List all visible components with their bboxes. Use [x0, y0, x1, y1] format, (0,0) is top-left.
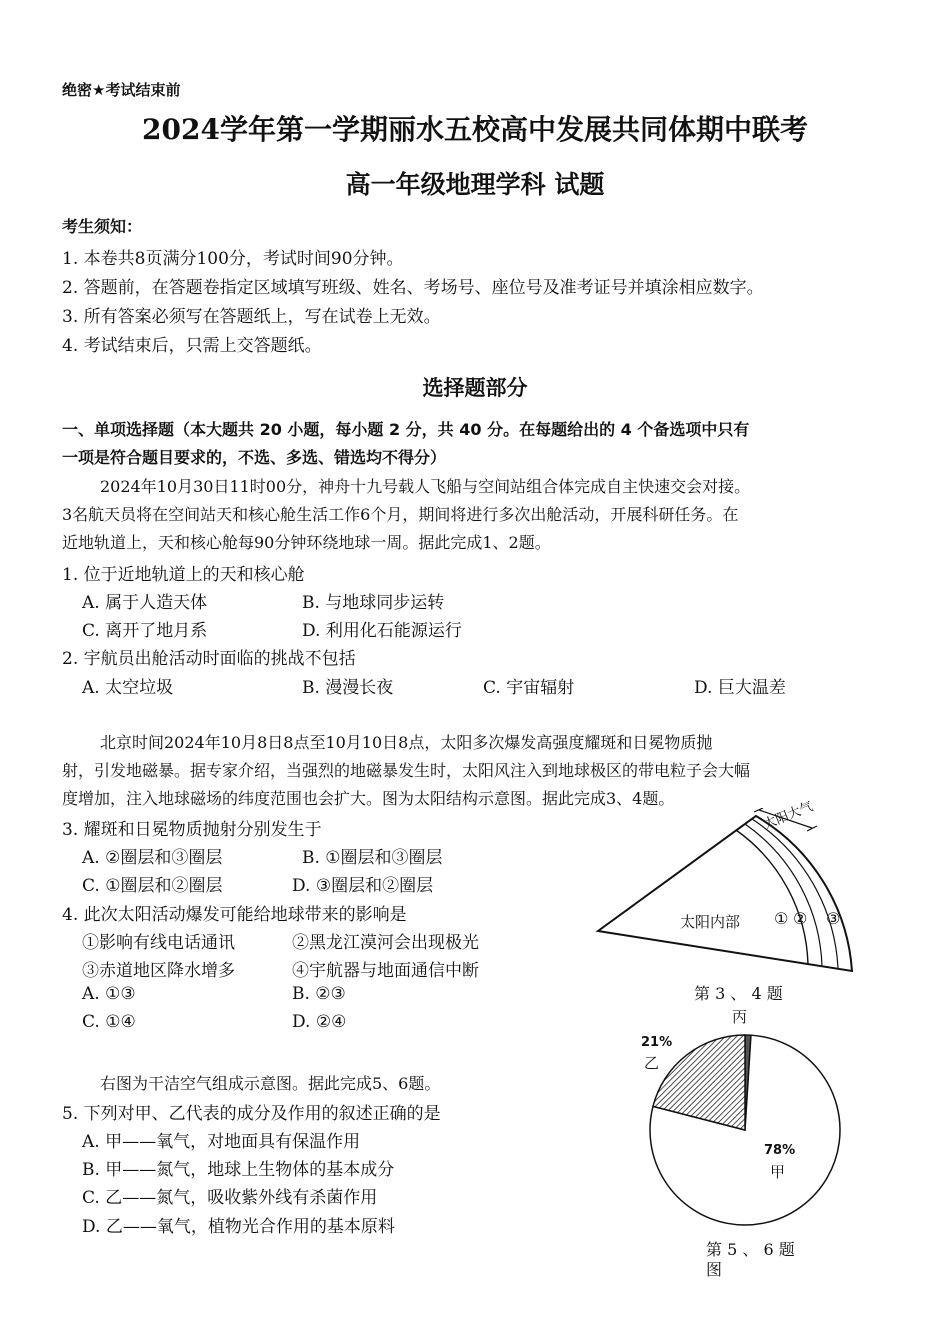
q4-option-a: A. ①③: [82, 984, 136, 1004]
instruction-item: 2. 答题前，在答题卷指定区域填写班级、姓名、考场号、座位号及准考证号并填涂相应数字。: [62, 278, 764, 298]
q2-option-b: B. 漫漫长夜: [302, 678, 394, 698]
q4-item: ①影响有线电话通讯: [82, 933, 235, 953]
q2-stem: 2. 宇航员出舱活动时面临的挑战不包括: [62, 649, 356, 669]
q3-option-a: A. ②圈层和③圈层: [82, 848, 223, 868]
pie-label-jia: 甲: [770, 1163, 786, 1181]
q4-option-b: B. ②③: [292, 984, 346, 1004]
exam-title: 2024学年第一学期丽水五校高中发展共同体期中联考: [142, 113, 808, 146]
layer-boundary-3: [752, 819, 841, 968]
q1-stem: 1. 位于近地轨道上的天和核心舱: [62, 565, 305, 585]
q1-option-a: A. 属于人造天体: [82, 593, 208, 613]
q3-option-d: D. ③圈层和②圈层: [292, 876, 434, 896]
q5-stem: 5. 下列对甲、乙代表的成分及作用的叙述正确的是: [62, 1104, 441, 1124]
part-heading-line1: 一、单项选择题（本大题共 20 小题，每小题 2 分，共 40 分。在每题给出的 4 个备选项中只有: [62, 420, 750, 439]
pie-caption-line2: 图: [706, 1260, 723, 1279]
passage2-line: 度增加，注入地球磁场的纬度范围也会扩大。图为太阳结构示意图。据此完成3、4题。: [62, 789, 675, 808]
instruction-item: 4. 考试结束后，只需上交答题纸。: [62, 336, 322, 356]
q1-option-b: B. 与地球同步运转: [302, 593, 445, 613]
sun-sector-outline: [598, 816, 852, 971]
passage2-line: 射，引发地磁暴。据专家介绍，当强烈的地磁暴发生时，太阳风注入到地球极区的带电粒子会大幅: [62, 761, 751, 780]
q5-option-a: A. 甲——氧气，对地面具有保温作用: [82, 1132, 361, 1152]
passage1-line: 3名航天员将在空间站天和核心舱生活工作6个月，期间将进行多次出舱活动，开展科研任务。在: [62, 505, 739, 524]
q3-stem: 3. 耀斑和日冕物质抛射分别发生于: [62, 820, 322, 840]
instructions-heading: 考生须知：: [62, 217, 143, 236]
q4-item: ②黑龙江漠河会出现极光: [292, 933, 479, 953]
sun-figure-caption: 第 3 、 4 题: [694, 984, 783, 1003]
q1-option-c: C. 离开了地月系: [82, 621, 208, 641]
q4-item: ④宇航器与地面通信中断: [292, 961, 479, 981]
sun-structure-diagram: [588, 808, 870, 976]
layer-label-3: ③: [826, 909, 841, 928]
pie-label-jia-percent: 78%: [764, 1143, 796, 1158]
pie-label-bing: 丙: [732, 1008, 748, 1026]
q3-option-c: C. ①圈层和②圈层: [82, 876, 223, 896]
sun-interior-label: 太阳内部: [680, 913, 741, 931]
instruction-item: 1. 本卷共8页满分100分，考试时间90分钟。: [62, 249, 404, 269]
instruction-item: 3. 所有答案必须写在答题纸上，写在试卷上无效。: [62, 307, 441, 327]
layer-label-2: ②: [793, 909, 808, 928]
q3-option-b: B. ①圈层和③圈层: [302, 848, 443, 868]
exam-subtitle: 高一年级地理学科 试题: [345, 170, 605, 199]
q4-option-d: D. ②④: [292, 1012, 347, 1032]
q1-option-d: D. 利用化石能源运行: [302, 621, 462, 641]
part-heading-line2: 一项是符合题目要求的，不选、多选、错选均不得分）: [62, 448, 447, 467]
pie-label-yi: 乙: [644, 1054, 660, 1072]
passage2-line: 北京时间2024年10月8日8点至10月10日8点，太阳多次爆发高强度耀斑和日冕物质抛: [100, 733, 713, 752]
layer-label-1: ①: [774, 909, 789, 928]
pie-caption-line1: 第 5 、 6 题: [706, 1240, 795, 1259]
q4-option-c: C. ①④: [82, 1012, 136, 1032]
q4-stem: 4. 此次太阳活动爆发可能给地球带来的影响是: [62, 905, 407, 925]
passage1-line: 近地轨道上，天和核心舱每90分钟环绕地球一周。据此完成1、2题。: [62, 533, 551, 552]
passage3-text: 右图为干洁空气组成示意图。据此完成5、6题。: [100, 1074, 441, 1093]
confidential-label: 绝密★考试结束前: [62, 81, 181, 99]
q2-option-a: A. 太空垃圾: [82, 678, 174, 698]
air-composition-pie: [640, 1025, 850, 1235]
layer-boundary-1: [736, 830, 808, 964]
q5-option-c: C. 乙——氮气，吸收紫外线有杀菌作用: [82, 1188, 378, 1208]
sun-atmosphere-label: 太阳大气: [761, 799, 816, 833]
passage1-line: 2024年10月30日11时00分，神舟十九号载人飞船与空间站组合体完成自主快速交会对接。: [100, 477, 751, 496]
q2-option-c: C. 宇宙辐射: [483, 678, 575, 698]
q5-option-d: D. 乙——氧气，植物光合作用的基本原料: [82, 1217, 395, 1237]
pie-label-yi-percent: 21%: [641, 1035, 673, 1050]
q5-option-b: B. 甲——氮气，地球上生物体的基本成分: [82, 1160, 395, 1180]
q2-option-d: D. 巨大温差: [694, 678, 786, 698]
section-title: 选择题部分: [422, 375, 528, 400]
q4-item: ③赤道地区降水增多: [82, 961, 235, 981]
